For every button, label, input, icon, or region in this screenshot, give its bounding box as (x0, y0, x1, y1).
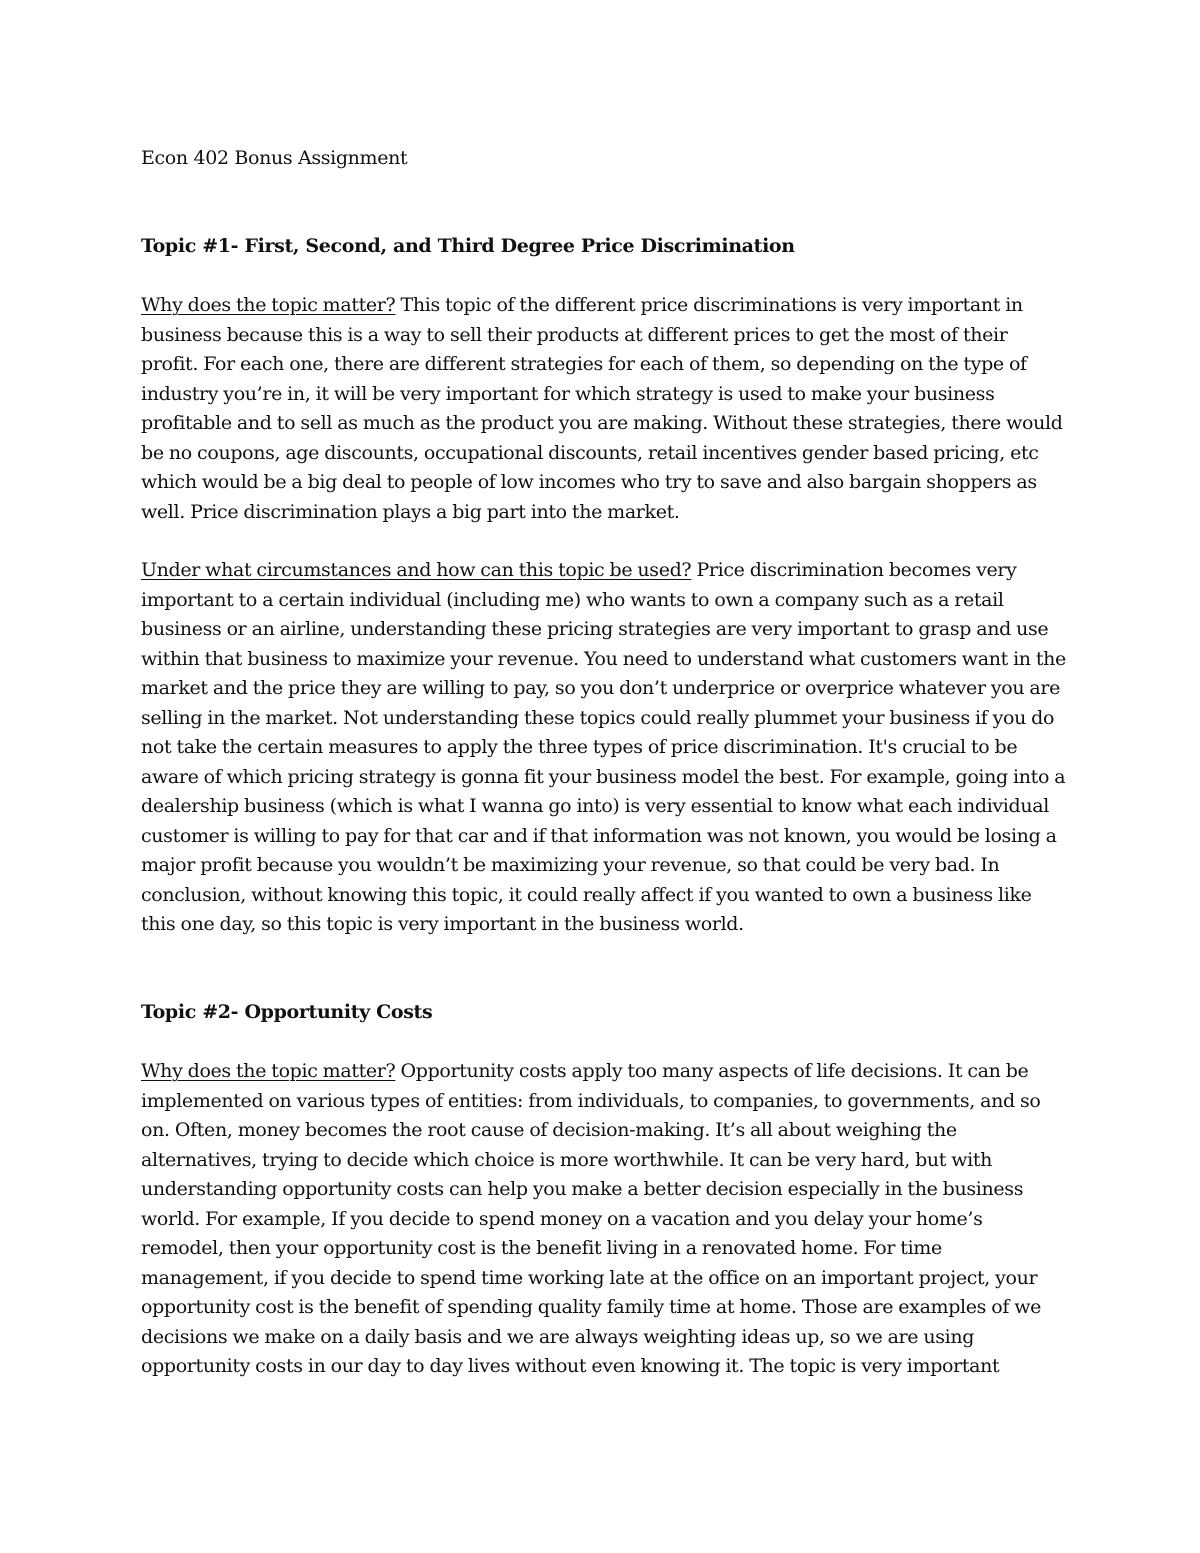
topic-2-paragraph-1-text: Opportunity costs apply too many aspects of life decisions. It can be implemented on various types of entities: from individuals, to companies, to governments, and so on. Often, money becomes the root cause of decision-making. It’s all about weighing the alternatives, trying to decide which choice is more worthwhile. It can be very hard, but with understanding opportunity costs can help you make a better decision especially in the business world. For example, If you decide to spend money on a vacation and you delay your home’s remodel, then your opportunity cost is the benefit living in a renovated home. For time management, if you decide to spend time working late at the office on an important project, your opportunity cost is the benefit of spending quality family time at home. Those are examples of we decisions we make on a daily basis and we are always weighting ideas up, so we are using opportunity costs in our day to day lives without even knowing it. The topic is very important (141, 1060, 1042, 1377)
topic-1-heading: Topic #1- First, Second, and Third Degree Price Discrimination (141, 234, 795, 257)
spacer (141, 261, 1066, 291)
spacer (141, 1027, 1066, 1057)
topic-1-paragraph-2-text: Price discrimination becomes very important to a certain individual (including me) who wants to own a company such as a retail business or an airline, understanding these pricing strategies are very important to grasp and use within that business to maximize your revenue. You need to understand what customers want in the market and the price they are willing to pay, so you don’t underprice or overprice whatever you are selling in the market. Not understanding these topics could really plummet your business if you do not take the certain measures to apply the three types of price discrimination. It's crucial to be aware of which pricing strategy is gonna fit your business model the best. For example, going into a dealership business (which is what I wanna go into) is very essential to know what each individual customer is willing to pay for that car and if that information was not known, you would be losing a major profit because you wouldn’t be maximizing your revenue, so that could be very bad. In conclusion, without knowing this topic, it could really affect if you wanted to own a business like this one day, so this topic is very important in the business world. (141, 559, 1066, 935)
topic-1-paragraph-1 (141, 291, 1066, 527)
spacer (141, 940, 1066, 998)
topic-2-question-1: Why does the topic matter? (141, 1060, 396, 1082)
document-title: Econ 402 Bonus Assignment (141, 147, 408, 169)
topic-1-question-2: Under what circumstances and how can this topic be used? (141, 559, 692, 581)
spacer (141, 527, 1066, 556)
document-body (141, 144, 1066, 1382)
spacer (141, 174, 1066, 232)
topic-2-paragraph-1 (141, 1057, 1066, 1382)
topic-1-question-1: Why does the topic matter? (141, 294, 396, 316)
topic-1-paragraph-1-text: This topic of the different price discriminations is very important in business because this is a way to sell their products at different prices to get the most of their profit. For each one, there are different strategies for each of them, so depending on the type of industry you’re in, it will be very important for which strategy is used to make your business profitable and to sell as much as the product you are making. Without these strategies, there would be no coupons, age discounts, occupational discounts, retail incentives gender based pricing, etc which would be a big deal to people of low incomes who try to save and also bargain shoppers as well. Price discrimination plays a big part into the market. (141, 294, 1063, 523)
topic-1-paragraph-2 (141, 556, 1066, 940)
topic-2-heading: Topic #2- Opportunity Costs (141, 1000, 433, 1023)
